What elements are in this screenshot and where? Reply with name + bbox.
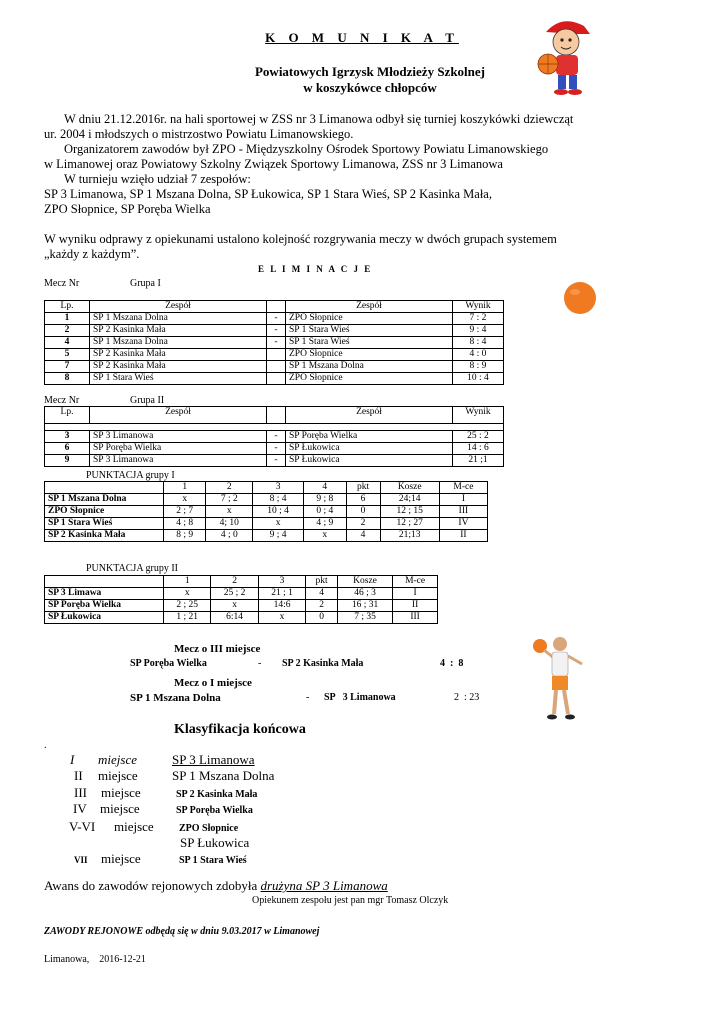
match-separator: - bbox=[267, 455, 286, 467]
group-1-label: Grupa I bbox=[130, 278, 161, 289]
standings-value: II bbox=[393, 600, 438, 612]
match-result: 14 : 6 bbox=[453, 443, 504, 455]
place-date: Limanowa, 2016-12-21 bbox=[44, 954, 146, 965]
match-team-away: SP 1 Stara Wieś bbox=[286, 337, 453, 349]
match-team-home: SP 1 Stara Wieś bbox=[90, 373, 267, 385]
match-team-home: SP 2 Kasinka Mała bbox=[90, 361, 267, 373]
third-place-score: 4 : 8 bbox=[440, 658, 464, 669]
place-team: SP Poręba Wielka bbox=[176, 805, 253, 816]
document-title: K O M U N I K A T bbox=[265, 30, 459, 45]
place-numeral: I bbox=[70, 752, 75, 767]
advance-team: drużyna SP 3 Limanowa bbox=[260, 878, 388, 893]
standings-value: 0 bbox=[306, 612, 338, 624]
match-team-away: SP Łukowica bbox=[286, 443, 453, 455]
coach-line: Opiekunem zespołu jest pan mgr Tomasz Olczyk bbox=[252, 895, 449, 906]
match-number: 9 bbox=[45, 455, 90, 467]
eliminacje-heading: E L I M I N A C J E bbox=[258, 264, 373, 274]
standings-team: SP 1 Mszana Dolna bbox=[45, 494, 164, 506]
standings-value: 4; 10 bbox=[206, 518, 253, 530]
place-word: miejsce bbox=[101, 851, 141, 866]
standings-team: SP 2 Kasinka Mała bbox=[45, 530, 164, 542]
place-word: miejsce bbox=[98, 768, 138, 783]
standings-team: SP Łukowica bbox=[45, 612, 164, 624]
intro-p3-line2: SP 3 Limanowa, SP 1 Mszana Dolna, SP Łukowica, SP 1 Stara Wieś, SP 2 Kasinka Mała, bbox=[44, 187, 492, 201]
match-team-away: SP Poręba Wielka bbox=[286, 431, 453, 443]
match-result: 21 ;1 bbox=[453, 455, 504, 467]
intro-p4-line2: „każdy z każdym”. bbox=[44, 247, 140, 261]
match-separator: - bbox=[267, 431, 286, 443]
intro-section bbox=[44, 112, 704, 262]
match-result: 8 : 4 bbox=[453, 337, 504, 349]
match-row bbox=[45, 337, 504, 349]
standings-header-cell: M-ce bbox=[393, 576, 438, 588]
intro-p1-line2: ur. 2004 i młodszych o mistrzostwo Powiatu Limanowskiego. bbox=[44, 127, 354, 141]
standings-team: SP 3 Limawa bbox=[45, 588, 164, 600]
standings-value: 0 ; 4 bbox=[304, 506, 346, 518]
standings-value: 6:14 bbox=[211, 612, 258, 624]
standings-value: 9 ; 8 bbox=[304, 494, 346, 506]
place-word: miejsce bbox=[100, 801, 140, 816]
standings-row bbox=[45, 612, 438, 624]
col-sep-header bbox=[267, 407, 286, 424]
standings-team: SP 1 Stara Wieś bbox=[45, 518, 164, 530]
classification-row-4 bbox=[73, 801, 253, 817]
match-number: 1 bbox=[45, 313, 90, 325]
standings-value: I bbox=[393, 588, 438, 600]
place-numeral: V-VI bbox=[69, 819, 96, 834]
classification-row-6 bbox=[180, 835, 249, 851]
intro-p3-line3: ZPO Słopnice, SP Poręba Wielka bbox=[44, 202, 211, 216]
standings-row bbox=[45, 506, 488, 518]
mecz-nr-label-1: Mecz Nr bbox=[44, 278, 80, 289]
standings-value: 4 bbox=[346, 530, 380, 542]
match-team-home: SP 1 Mszana Dolna bbox=[90, 313, 267, 325]
subtitle-line-1: Powiatowych Igrzysk Młodzieży Szkolnej bbox=[254, 64, 485, 79]
classification-row-3 bbox=[74, 785, 257, 801]
col-result-header: Wynik bbox=[453, 301, 504, 313]
col-result-header: Wynik bbox=[453, 407, 504, 424]
match-team-away: SP 1 Stara Wieś bbox=[286, 325, 453, 337]
standings-value: x bbox=[211, 600, 258, 612]
match-number: 5 bbox=[45, 349, 90, 361]
standings-row bbox=[45, 518, 488, 530]
col-lp-header: Lp. bbox=[45, 407, 90, 424]
standings-header-cell: pkt bbox=[306, 576, 338, 588]
match-team-away: ZPO Słopnice bbox=[286, 349, 453, 361]
match-number: 7 bbox=[45, 361, 90, 373]
match-row bbox=[45, 313, 504, 325]
standings-value: 12 ; 27 bbox=[380, 518, 439, 530]
first-place-separator: - bbox=[306, 692, 310, 703]
standings-value: 46 ; 3 bbox=[337, 588, 392, 600]
first-place-heading: Mecz o I miejsce bbox=[174, 677, 252, 689]
col-team-header: Zespół bbox=[90, 301, 267, 313]
place-numeral: IV bbox=[73, 801, 87, 816]
intro-p2-line2: w Limanowej oraz Powiatowy Szkolny Związek Sportowy Limanowa, ZSS nr 3 Limanowa bbox=[44, 157, 503, 171]
place-team: SP 1 Stara Wieś bbox=[179, 855, 247, 866]
match-row bbox=[45, 431, 504, 443]
standings-header-cell: 3 bbox=[258, 576, 305, 588]
match-result: 10 : 4 bbox=[453, 373, 504, 385]
first-place-team-2: SP 3 Limanowa bbox=[324, 692, 396, 703]
place-team: SP 3 Limanowa bbox=[172, 752, 255, 767]
col-sep-header bbox=[267, 301, 286, 313]
standings-value: 7 ; 2 bbox=[206, 494, 253, 506]
standings-value: 21 ; 1 bbox=[258, 588, 305, 600]
standings-value: x bbox=[164, 494, 206, 506]
advance-text: Awans do zawodów rejonowych zdobyła bbox=[44, 878, 261, 893]
standings-header-cell: Kosze bbox=[380, 482, 439, 494]
match-result: 8 : 9 bbox=[453, 361, 504, 373]
third-place-separator: - bbox=[258, 658, 262, 669]
mecz-nr-label-2: Mecz Nr bbox=[44, 395, 80, 406]
place-word: miejsce bbox=[101, 785, 141, 800]
regional-line: ZAWODY REJONOWE odbędą się w dniu 9.03.2017 w Limanowej bbox=[44, 926, 320, 937]
match-team-home: SP 3 Limanowa bbox=[90, 431, 267, 443]
group-1-matches-table bbox=[44, 300, 504, 385]
standings-header-cell: M-ce bbox=[439, 482, 487, 494]
place-team: SP 1 Mszana Dolna bbox=[172, 768, 275, 783]
standings-value: x bbox=[253, 518, 304, 530]
match-row bbox=[45, 455, 504, 467]
standings-header-cell: pkt bbox=[346, 482, 380, 494]
standings-value: 25 ; 2 bbox=[211, 588, 258, 600]
standings-value: x bbox=[206, 506, 253, 518]
match-result: 4 : 0 bbox=[453, 349, 504, 361]
standings-value: III bbox=[393, 612, 438, 624]
standings-team: SP Poręba Wielka bbox=[45, 600, 164, 612]
intro-p3-line1: W turnieju wzięło udział 7 zespołów: bbox=[64, 172, 251, 186]
standings-header-cell: Kosze bbox=[337, 576, 392, 588]
classification-heading: Klasyfikacja końcowa bbox=[174, 722, 306, 737]
third-place-heading: Mecz o III miejsce bbox=[174, 643, 261, 655]
place-team: ZPO Słopnice bbox=[179, 823, 239, 834]
match-row bbox=[45, 325, 504, 337]
match-result: 25 : 2 bbox=[453, 431, 504, 443]
group-2-matches-table bbox=[44, 406, 504, 467]
intro-p1-line1: W dniu 21.12.2016r. na hali sportowej w ZSS nr 3 Limanowa odbył się turniej koszykówki dziewcząt bbox=[64, 112, 574, 126]
match-team-away: ZPO Słopnice bbox=[286, 313, 453, 325]
intro-p4-line1: W wyniku odprawy z opiekunami ustalono kolejność rozgrywania meczy w dwóch grupach systemem bbox=[44, 232, 557, 246]
standings-value: 6 bbox=[346, 494, 380, 506]
standings-header-cell: 1 bbox=[164, 482, 206, 494]
col-team2-header: Zespół bbox=[286, 301, 453, 313]
third-place-team-1: SP Poręba Wielka bbox=[130, 658, 207, 669]
match-row bbox=[45, 443, 504, 455]
standings-value: IV bbox=[439, 518, 487, 530]
standings-value: 4 ; 0 bbox=[206, 530, 253, 542]
match-result: 7 : 2 bbox=[453, 313, 504, 325]
match-team-home: SP 2 Kasinka Mała bbox=[90, 325, 267, 337]
match-team-home: SP 1 Mszana Dolna bbox=[90, 337, 267, 349]
standings-value: 8 ; 4 bbox=[253, 494, 304, 506]
standings-value: 21;13 bbox=[380, 530, 439, 542]
first-place-score: 2 : 23 bbox=[454, 692, 480, 703]
standings-header-cell: 1 bbox=[164, 576, 211, 588]
basketball-icon bbox=[560, 278, 600, 318]
standings-header-cell bbox=[45, 482, 164, 494]
match-team-away: SP 1 Mszana Dolna bbox=[286, 361, 453, 373]
match-row bbox=[45, 361, 504, 373]
classification-row-5 bbox=[69, 819, 238, 835]
intro-p2-line1: Organizatorem zawodów był ZPO - Międzyszkolny Ośrodek Sportowy Powiatu Limanowskiego bbox=[64, 142, 549, 156]
stray-dot: . bbox=[44, 740, 47, 751]
standings-value: 4 bbox=[306, 588, 338, 600]
standings-value: 10 ; 4 bbox=[253, 506, 304, 518]
place-numeral: II bbox=[74, 768, 83, 783]
standings-row bbox=[45, 600, 438, 612]
match-team-home: SP 2 Kasinka Mała bbox=[90, 349, 267, 361]
place-word: miejsce bbox=[114, 819, 154, 834]
standings-value: I bbox=[439, 494, 487, 506]
standings-value: x bbox=[304, 530, 346, 542]
subtitle-line-2: w koszykówce chłopców bbox=[303, 80, 437, 95]
standings-header-cell: 2 bbox=[206, 482, 253, 494]
standings-header-cell: 3 bbox=[253, 482, 304, 494]
first-place-team-1: SP 1 Mszana Dolna bbox=[130, 692, 221, 704]
punktacja-1-table bbox=[44, 481, 488, 542]
advance-line bbox=[44, 878, 388, 894]
standings-header-cell: 4 bbox=[304, 482, 346, 494]
classification-row-1 bbox=[70, 752, 255, 768]
standings-value: x bbox=[164, 588, 211, 600]
standings-header-cell bbox=[45, 576, 164, 588]
match-row bbox=[45, 373, 504, 385]
standings-value: III bbox=[439, 506, 487, 518]
standings-row bbox=[45, 494, 488, 506]
standings-value: 7 ; 35 bbox=[337, 612, 392, 624]
standings-value: 0 bbox=[346, 506, 380, 518]
standings-value: 1 ; 21 bbox=[164, 612, 211, 624]
group-2-label: Grupa II bbox=[130, 395, 165, 406]
col-team-header: Zespół bbox=[90, 407, 267, 424]
standings-header-row bbox=[45, 482, 488, 494]
match-number: 8 bbox=[45, 373, 90, 385]
spacer-row bbox=[45, 424, 504, 431]
standings-row bbox=[45, 588, 438, 600]
standings-header-row bbox=[45, 576, 438, 588]
match-number: 3 bbox=[45, 431, 90, 443]
standings-header-cell: 2 bbox=[211, 576, 258, 588]
standings-value: 4 ; 9 bbox=[304, 518, 346, 530]
basketball-player-illustration bbox=[530, 632, 592, 724]
standings-value: x bbox=[258, 612, 305, 624]
col-team2-header: Zespół bbox=[286, 407, 453, 424]
match-separator: - bbox=[267, 325, 286, 337]
standings-value: 14:6 bbox=[258, 600, 305, 612]
third-place-team-2: SP 2 Kasinka Mała bbox=[282, 658, 364, 669]
standings-value: 4 ; 8 bbox=[164, 518, 206, 530]
punktacja-1-label: PUNKTACJA grupy I bbox=[86, 470, 175, 481]
place-numeral: III bbox=[74, 785, 87, 800]
basketball-kid-illustration bbox=[532, 12, 604, 98]
match-separator bbox=[267, 361, 286, 373]
standings-row bbox=[45, 530, 488, 542]
place-numeral: VII bbox=[74, 855, 88, 865]
col-lp-header: Lp. bbox=[45, 301, 90, 313]
place-team: SP Łukowica bbox=[180, 835, 250, 850]
classification-row-7 bbox=[74, 851, 247, 867]
punktacja-2-table bbox=[44, 575, 438, 624]
place-word: miejsce bbox=[98, 752, 137, 767]
standings-value: 2 ; 25 bbox=[164, 600, 211, 612]
standings-value: 12 ; 15 bbox=[380, 506, 439, 518]
match-team-away: ZPO Słopnice bbox=[286, 373, 453, 385]
match-team-home: SP Poręba Wielka bbox=[90, 443, 267, 455]
match-team-home: SP 3 Limanowa bbox=[90, 455, 267, 467]
match-separator bbox=[267, 373, 286, 385]
match-team-away: SP Łukowica bbox=[286, 455, 453, 467]
standings-value: 24;14 bbox=[380, 494, 439, 506]
match-result: 9 : 4 bbox=[453, 325, 504, 337]
punktacja-2-label: PUNKTACJA grupy II bbox=[86, 563, 178, 574]
standings-value: II bbox=[439, 530, 487, 542]
match-number: 6 bbox=[45, 443, 90, 455]
place-team: SP 2 Kasinka Mała bbox=[176, 789, 258, 800]
standings-value: 2 bbox=[306, 600, 338, 612]
standings-value: 9 ; 4 bbox=[253, 530, 304, 542]
match-number: 4 bbox=[45, 337, 90, 349]
match-row bbox=[45, 349, 504, 361]
classification-row-2 bbox=[74, 768, 274, 784]
standings-value: 16 ; 31 bbox=[337, 600, 392, 612]
match-separator bbox=[267, 349, 286, 361]
standings-value: 8 ; 9 bbox=[164, 530, 206, 542]
standings-team: ZPO Słopnice bbox=[45, 506, 164, 518]
match-separator: - bbox=[267, 443, 286, 455]
standings-value: 2 ; 7 bbox=[164, 506, 206, 518]
match-separator: - bbox=[267, 313, 286, 325]
match-number: 2 bbox=[45, 325, 90, 337]
match-separator: - bbox=[267, 337, 286, 349]
standings-value: 2 bbox=[346, 518, 380, 530]
